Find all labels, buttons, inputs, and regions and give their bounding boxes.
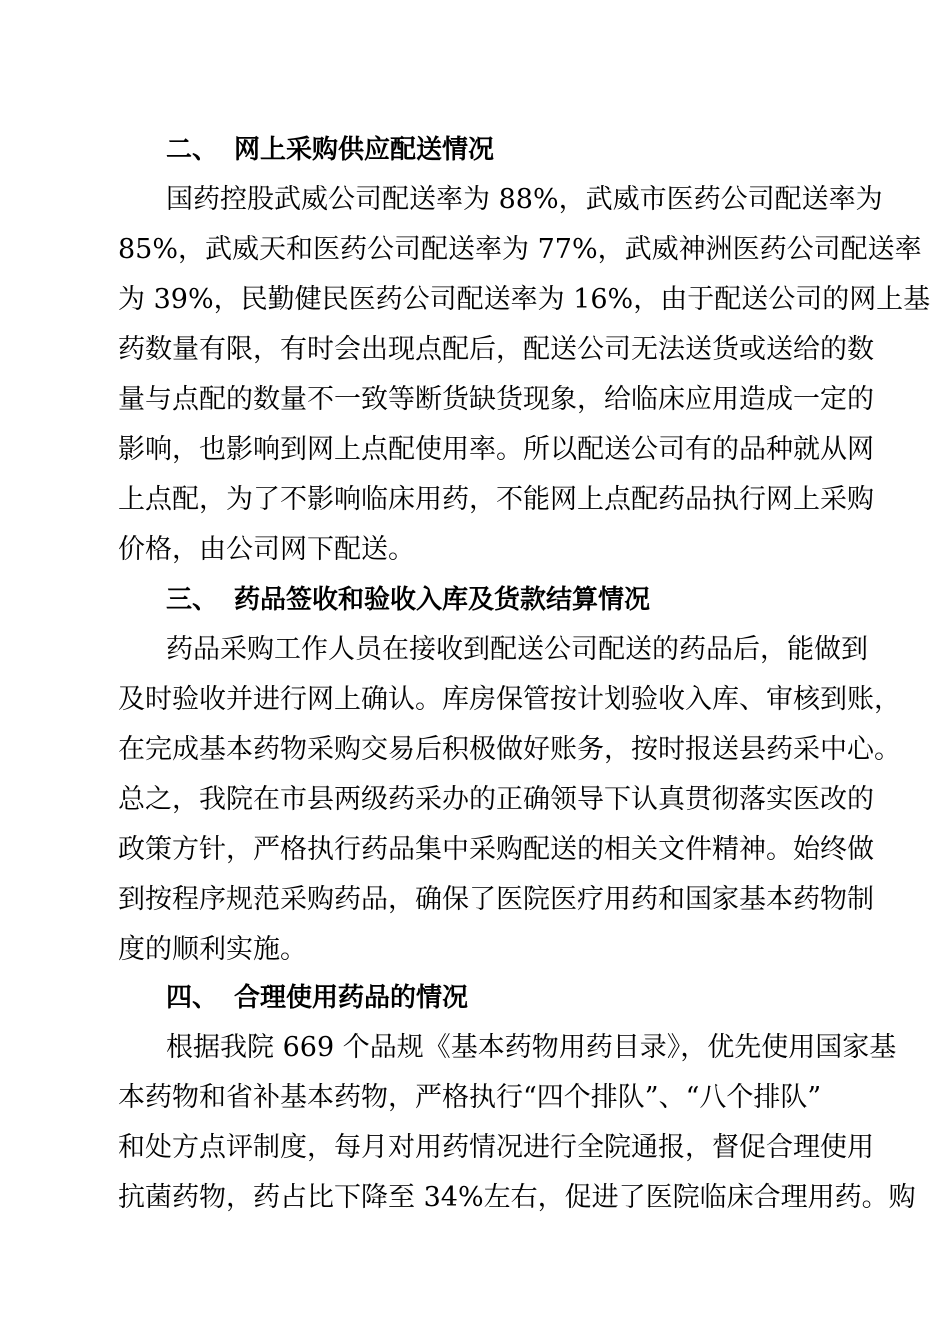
section-title: 药品签收和验收入库及货款结算情况 — [234, 585, 651, 615]
paragraph-line: 影响，也影响到网上点配使用率。所以配送公司有的品种就从网 — [118, 434, 874, 465]
paragraph-line: 和处方点评制度，每月对用药情况进行全院通报，督促合理使用 — [118, 1132, 874, 1163]
paragraph-line: 度的顺利实施。 — [118, 934, 307, 965]
section-number: 二、 — [166, 135, 219, 165]
paragraph-line: 总之，我院在市县两级药采办的正确领导下认真贯彻落实医改的 — [118, 784, 874, 815]
section-number: 三、 — [166, 585, 219, 615]
paragraph-line: 抗菌药物，药占比下降至 34%左右，促进了医院临床合理用药。购 — [118, 1182, 916, 1213]
paragraph-line: 及时验收并进行网上确认。库房保管按计划验收入库、审核到账， — [118, 684, 901, 715]
paragraph-line: 药品采购工作人员在接收到配送公司配送的药品后，能做到 — [166, 634, 868, 665]
paragraph-line: 为 39%，民勤健民医药公司配送率为 16%，由于配送公司的网上基 — [118, 284, 931, 315]
paragraph-line: 价格，由公司网下配送。 — [118, 534, 415, 565]
section-heading — [166, 130, 494, 170]
paragraph-line: 政策方针，严格执行药品集中采购配送的相关文件精神。始终做 — [118, 834, 874, 865]
section-title: 合理使用药品的情况 — [234, 983, 469, 1013]
paragraph-line: 到按程序规范采购药品，确保了医院医疗用药和国家基本药物制 — [118, 884, 874, 915]
paragraph-line: 量与点配的数量不一致等断货缺货现象，给临床应用造成一定的 — [118, 384, 874, 415]
section-heading — [166, 580, 650, 620]
section-heading — [166, 978, 468, 1018]
paragraph-line: 国药控股武威公司配送率为 88%，武威市医药公司配送率为 — [166, 184, 883, 215]
paragraph-line: 85%，武威天和医药公司配送率为 77%，武威神洲医药公司配送率 — [118, 234, 922, 265]
paragraph-line: 在完成基本药物采购交易后积极做好账务，按时报送县药采中心。 — [118, 734, 901, 765]
section-number: 四、 — [166, 983, 219, 1013]
paragraph-line: 上点配，为了不影响临床用药，不能网上点配药品执行网上采购 — [118, 484, 874, 515]
section-title: 网上采购供应配送情况 — [234, 135, 495, 165]
paragraph-line: 本药物和省补基本药物，严格执行“四个排队”、“八个排队” — [118, 1082, 822, 1113]
paragraph-line: 药数量有限，有时会出现点配后，配送公司无法送货或送给的数 — [118, 334, 874, 365]
paragraph-line: 根据我院 669 个品规《基本药物用药目录》，优先使用国家基 — [166, 1032, 897, 1063]
